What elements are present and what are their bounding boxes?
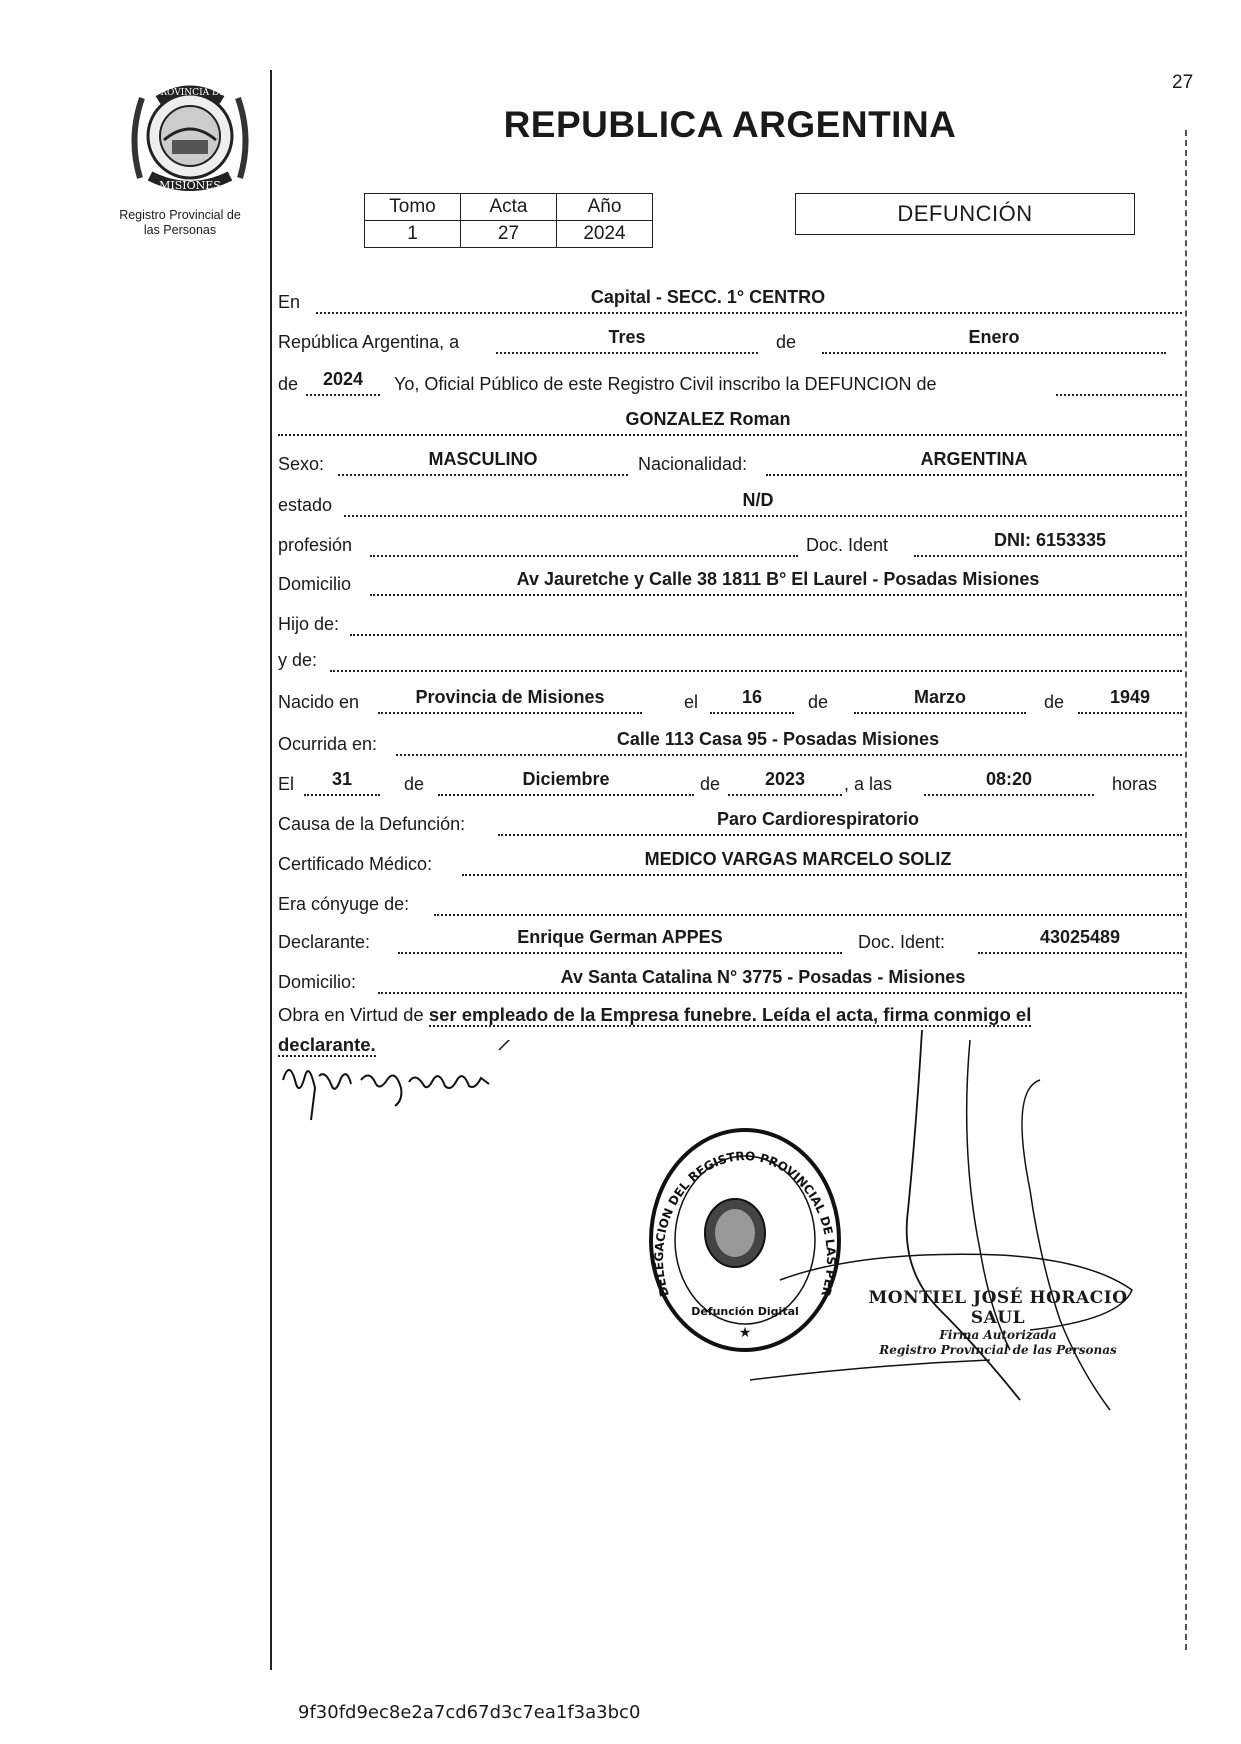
doc-ident-value: DNI: 6153335	[993, 530, 1107, 550]
nacionalidad-value: ARGENTINA	[920, 449, 1028, 469]
official-role: Firma Autorizada	[939, 1328, 1057, 1342]
en-value: Capital - SECC. 1° CENTRO	[590, 287, 826, 307]
def-mes-value: Diciembre	[522, 769, 610, 789]
tomo-header: Tomo	[365, 194, 461, 221]
row-nacido: Nacido en Provincia de Misiones el 16 de Marzo de 1949	[278, 690, 1182, 718]
registry-stamp	[645, 1125, 845, 1355]
cert-value: MEDICO VARGAS MARCELO SOLIZ	[644, 849, 952, 869]
row-estado: estado N/D	[278, 493, 1182, 521]
declarante-value: Enrique German APPES	[517, 927, 723, 947]
page-number: 27	[1172, 72, 1194, 93]
document-title: REPUBLICA ARGENTINA	[503, 104, 957, 145]
row-conyuge: Era cónyuge de:	[278, 892, 1182, 920]
left-border-line	[270, 70, 272, 1670]
def-dia-value: 31	[331, 769, 353, 789]
official-name: MONTIEL JOSÉ HORACIO SAUL	[868, 1288, 1128, 1328]
official-entity: Registro Provincial de las Personas	[879, 1343, 1117, 1357]
row-ocurrida: Ocurrida en: Calle 113 Casa 95 - Posadas Misiones	[278, 732, 1182, 760]
registry-label: Registro Provincial de las Personas	[119, 208, 241, 237]
row-domicilio: Domicilio Av Jauretche y Calle 38 1811 B° El Laurel - Posadas Misiones	[278, 572, 1182, 600]
svg-text:★: ★	[738, 1324, 752, 1340]
causa-value: Paro Cardiorespiratorio	[716, 809, 920, 829]
acta-header: Acta	[461, 194, 557, 221]
tomo-value: 1	[365, 221, 461, 248]
nombre-value: GONZALEZ Roman	[625, 409, 791, 429]
seal-text-top: PROVINCIA DE	[154, 88, 226, 98]
row-y-de: y de:	[278, 648, 1182, 676]
row-hijo-de: Hijo de:	[278, 612, 1182, 640]
anio-value: 2024	[557, 221, 653, 248]
official-signature-block	[868, 1288, 1128, 1358]
row-inscribo: de 2024 Yo, Oficial Público de este Registro Civil inscribo la DEFUNCION de	[278, 372, 1182, 400]
acta-value: 27	[461, 221, 557, 248]
mes-value: Enero	[968, 327, 1020, 347]
stamp-text: DELEGACION DEL REGISTRO PROVINCIAL DE LAS PER	[651, 1149, 839, 1299]
obra-value-2: declarante.	[278, 1034, 376, 1055]
sexo-value: MASCULINO	[428, 449, 538, 469]
row-nombre	[278, 409, 1182, 440]
obra-value: ser empleado de la Empresa funebre. Leída el acta, firma conmigo el	[428, 1004, 1032, 1025]
def-anio-value: 2023	[764, 769, 806, 789]
row-en: En Capital - SECC. 1° CENTRO	[278, 290, 1182, 318]
anio-inscripcion-value: 2024	[322, 369, 364, 389]
domicilio2-value: Av Santa Catalina N° 3775 - Posadas - Misiones	[560, 967, 966, 987]
stamp-inner-text: Defunción Digital	[691, 1305, 799, 1318]
act-type-box: DEFUNCIÓN	[795, 193, 1135, 235]
nac-dia-value: 16	[741, 687, 763, 707]
def-hora-value: 08:20	[985, 769, 1033, 789]
province-seal-logo	[120, 78, 260, 196]
anio-header: Año	[557, 194, 653, 221]
right-border-line	[1185, 130, 1187, 1650]
row-declarante: Declarante: Enrique German APPES Doc. Ident: 43025489	[278, 930, 1182, 958]
estado-value: N/D	[742, 490, 774, 510]
acta-reference-table	[364, 193, 653, 248]
obra-paragraph: Obra en Virtud de ser empleado de la Empresa funebre. Leída el acta, firma conmigo el declarante.	[278, 1004, 1032, 1055]
declarant-signature	[275, 1040, 535, 1130]
ocurrida-value: Calle 113 Casa 95 - Posadas Misiones	[616, 729, 940, 749]
domicilio-value: Av Jauretche y Calle 38 1811 B° El Laurel - Posadas Misiones	[516, 569, 1040, 589]
row-certificado: Certificado Médico: MEDICO VARGAS MARCELO SOLIZ	[278, 852, 1182, 880]
row-fecha: República Argentina, a Tres de Enero	[278, 330, 1182, 358]
row-domicilio-declarante: Domicilio: Av Santa Catalina N° 3775 - Posadas - Misiones	[278, 970, 1182, 998]
nac-mes-value: Marzo	[913, 687, 966, 707]
declarante-doc-value: 43025489	[1039, 927, 1121, 947]
row-sexo: Sexo: MASCULINO Nacionalidad: ARGENTINA	[278, 452, 1182, 480]
row-causa: Causa de la Defunción: Paro Cardiorespiratorio	[278, 812, 1182, 840]
nac-anio-value: 1949	[1109, 687, 1151, 707]
nacido-value: Provincia de Misiones	[415, 687, 605, 707]
row-fecha-defuncion: El 31 de Diciembre de 2023 , a las 08:20 horas	[278, 769, 1158, 794]
row-profesion: profesión Doc. Ident DNI: 6153335	[278, 533, 1182, 561]
seal-text-bottom: MISIONES	[159, 179, 221, 192]
dia-value: Tres	[608, 327, 646, 347]
document-hash: 9f30fd9ec8e2a7cd67d3c7ea1f3a3bc0	[298, 1702, 641, 1723]
